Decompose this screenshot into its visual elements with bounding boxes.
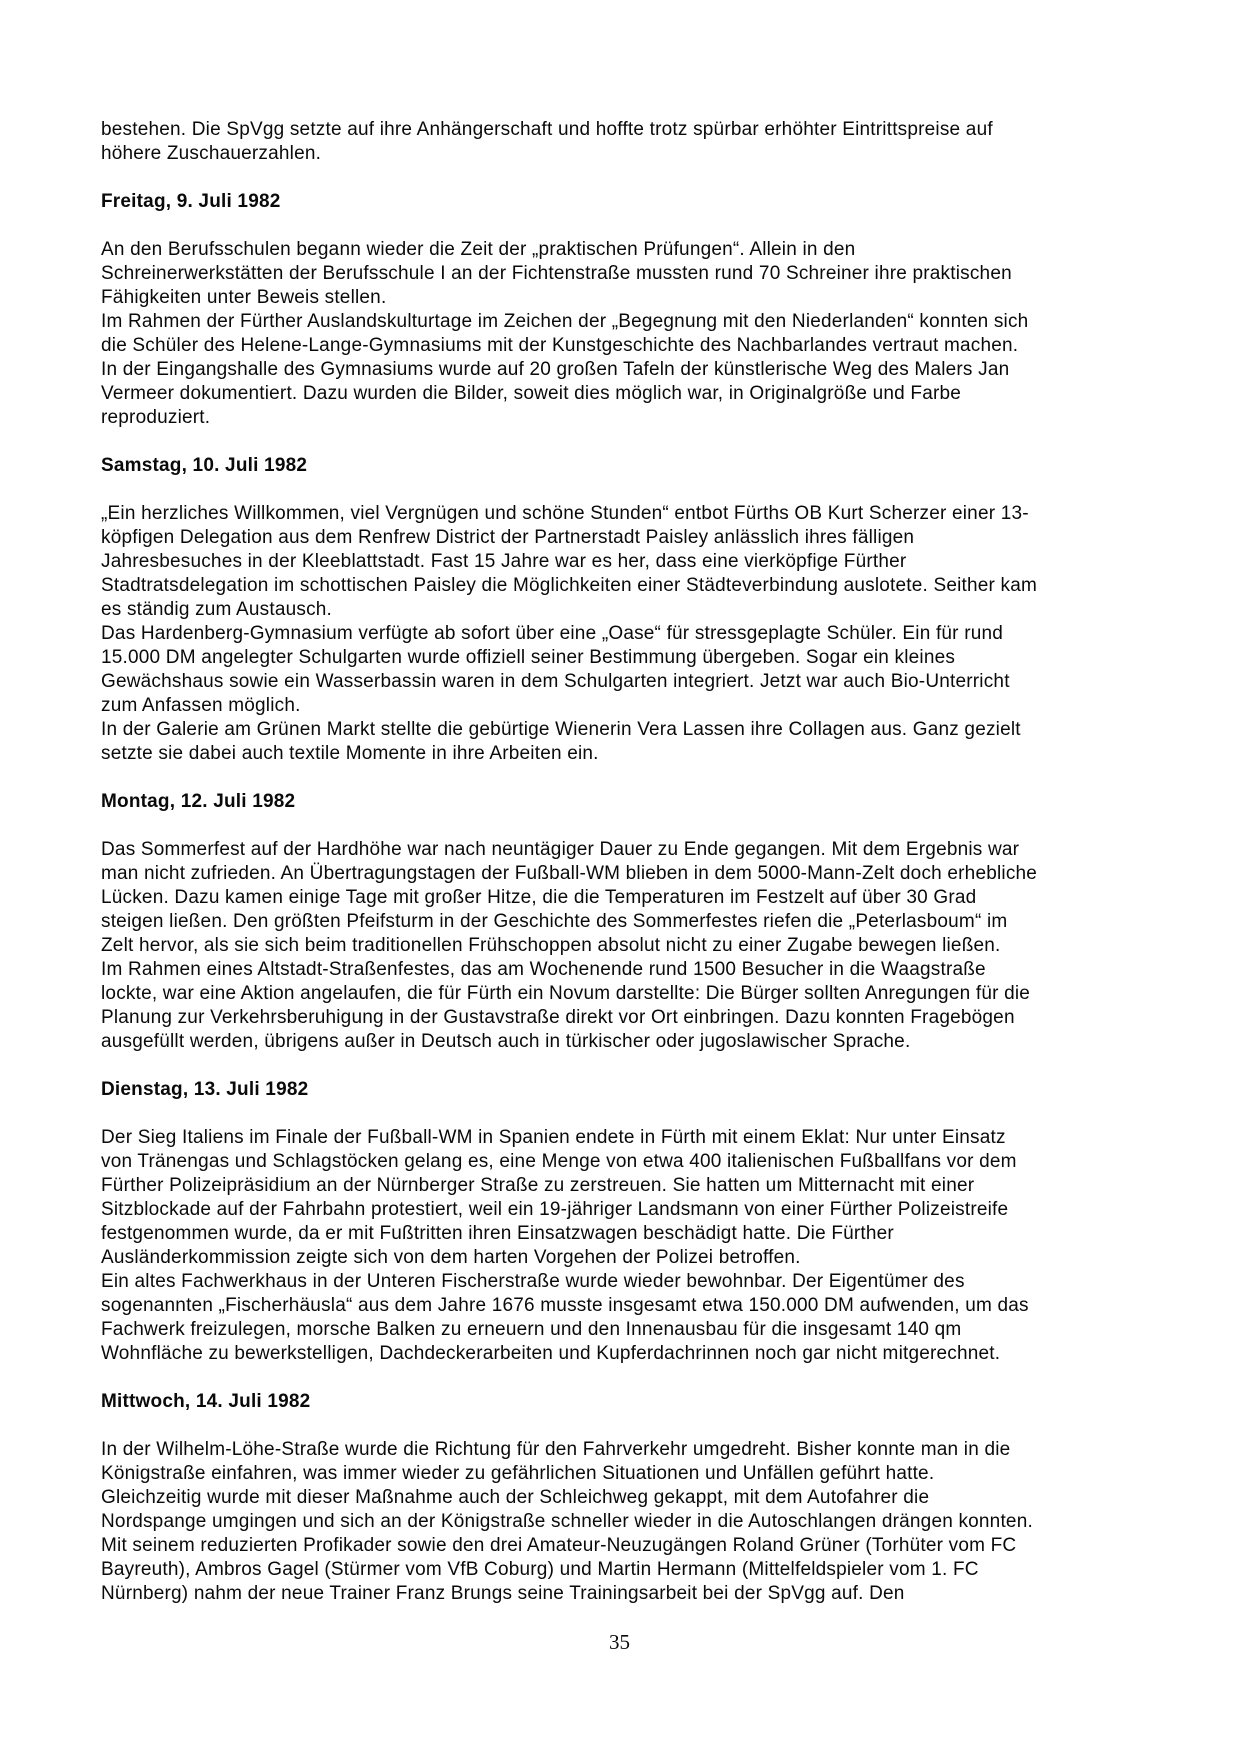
text-line: Nordspange umgingen und sich an der Königstraße schneller wieder in die Autoschlangen drängen konnten. [101,1511,1033,1532]
date-heading: Freitag, 9. Juli 1982 [101,191,281,212]
text-line: „Ein herzliches Willkommen, viel Vergnügen und schöne Stunden“ entbot Fürths OB Kurt Scherzer einer 13- [101,503,1029,524]
text-line: Ein altes Fachwerkhaus in der Unteren Fischerstraße wurde wieder bewohnbar. Der Eigentümer des [101,1271,965,1292]
text-line: Wohnfläche zu bewerkstelligen, Dachdeckerarbeiten und Kupferdachrinnen noch gar nicht mitgerechnet. [101,1343,1001,1364]
date-heading: Montag, 12. Juli 1982 [101,791,296,812]
text-line: reproduziert. [101,407,211,428]
text-line: Im Rahmen eines Altstadt-Straßenfestes, das am Wochenende rund 1500 Besucher in die Waagstraße [101,959,986,980]
text-line: Fachwerk freizulegen, morsche Balken zu erneuern und den Innenausbau für die insgesamt 140 qm [101,1319,962,1340]
text-line: Der Sieg Italiens im Finale der Fußball-WM in Spanien endete in Fürth mit einem Eklat: Nur unter Einsatz [101,1127,1006,1148]
date-heading: Dienstag, 13. Juli 1982 [101,1079,309,1100]
text-line: Nürnberg) nahm der neue Trainer Franz Brungs seine Trainingsarbeit bei der SpVgg auf. Den [101,1583,905,1604]
text-line: Fähigkeiten unter Beweis stellen. [101,287,387,308]
paragraph [101,1438,1159,1606]
text-line: Sitzblockade auf der Fahrbahn protestiert, weil ein 19-jähriger Landsmann von einer Fürther Polizeistreife [101,1199,1009,1220]
date-heading: Mittwoch, 14. Juli 1982 [101,1391,311,1412]
text-line: ausgefüllt werden, übrigens außer in Deutsch auch in türkischer oder jugoslawischer Sprache. [101,1031,911,1052]
text-line: Mit seinem reduzierten Profikader sowie den drei Amateur-Neuzugängen Roland Grüner (Torhüter vom FC [101,1535,1017,1556]
text-line: die Schüler des Helene-Lange-Gymnasiums mit der Kunstgeschichte des Nachbarlandes vertraut machen. [101,335,1019,356]
text-line: höhere Zuschauerzahlen. [101,143,322,164]
text-line: Das Hardenberg-Gymnasium verfügte ab sofort über eine „Oase“ für stressgeplagte Schüler. Ein für rund [101,623,1004,644]
text-line: Fürther Polizeipräsidium an der Nürnberger Straße zu zerstreuen. Sie hatten um Mitternacht mit einer [101,1175,975,1196]
text-line: Ausländerkommission zeigte sich von dem harten Vorgehen der Polizei betroffen. [101,1247,801,1268]
text-line: In der Galerie am Grünen Markt stellte die gebürtige Wienerin Vera Lassen ihre Collagen aus. Ganz gezielt [101,719,1021,740]
paragraph [101,118,1159,166]
text-line: Lücken. Dazu kamen einige Tage mit großer Hitze, die die Temperaturen im Festzelt auf über 30 Grad [101,887,977,908]
page-footer [80,1630,1159,1654]
text-line: festgenommen wurde, da er mit Fußtritten ihren Einsatzwagen beschädigt hatte. Die Fürther [101,1223,894,1244]
text-line: 15.000 DM angelegter Schulgarten wurde offiziell seiner Bestimmung übergeben. Sogar ein kleines [101,647,956,668]
paragraph [101,838,1159,1054]
text-line: Gewächshaus sowie ein Wasserbassin waren in dem Schulgarten integriert. Jetzt war auch Bio-Unterricht [101,671,1010,692]
document-body [101,118,1159,1606]
text-line: Vermeer dokumentiert. Dazu wurden die Bilder, soweit dies möglich war, in Originalgröße und Farbe [101,383,962,404]
text-line: An den Berufsschulen begann wieder die Zeit der „praktischen Prüfungen“. Allein in den [101,239,856,260]
paragraph [101,1126,1159,1366]
paragraph [101,238,1159,430]
text-line: sogenannten „Fischerhäusla“ aus dem Jahre 1676 musste insgesamt etwa 150.000 DM aufwenden, um das [101,1295,1029,1316]
text-line: Zelt hervor, als sie sich beim traditionellen Frühschoppen absolut nicht zu einer Zugabe bewegen ließen. [101,935,1001,956]
text-line: Stadtratsdelegation im schottischen Paisley die Möglichkeiten einer Städteverbindung auslotete. Seither kam [101,575,1038,596]
text-line: Gleichzeitig wurde mit dieser Maßnahme auch der Schleichweg gekappt, mit dem Autofahrer die [101,1487,930,1508]
text-line: Bayreuth), Ambros Gagel (Stürmer vom VfB Coburg) und Martin Hermann (Mittelfeldspieler vom 1. FC [101,1559,979,1580]
text-line: steigen ließen. Den größten Pfeifsturm in der Geschichte des Sommerfestes riefen die „Peterlasboum“ im [101,911,1008,932]
text-line: bestehen. Die SpVgg setzte auf ihre Anhängerschaft und hoffte trotz spürbar erhöhter Eintrittspreise auf [101,119,993,140]
text-line: lockte, war eine Aktion angelaufen, die für Fürth ein Novum darstellte: Die Bürger sollten Anregungen für die [101,983,1031,1004]
text-line: In der Wilhelm-Löhe-Straße wurde die Richtung für den Fahrverkehr umgedreht. Bisher konnte man in die [101,1439,1011,1460]
text-line: Jahresbesuches in der Kleeblattstadt. Fast 15 Jahre war es her, dass eine vierköpfige Fürther [101,551,907,572]
date-heading: Samstag, 10. Juli 1982 [101,455,308,476]
text-line: Das Sommerfest auf der Hardhöhe war nach neuntägiger Dauer zu Ende gegangen. Mit dem Ergebnis war [101,839,1020,860]
text-line: Im Rahmen der Fürther Auslandskulturtage im Zeichen der „Begegnung mit den Niederlanden“ konnten sich [101,311,1029,332]
text-line: Planung zur Verkehrsberuhigung in der Gustavstraße direkt vor Ort einbringen. Dazu konnten Fragebögen [101,1007,1015,1028]
text-line: Schreinerwerkstätten der Berufsschule I an der Fichtenstraße mussten rund 70 Schreiner ihre praktischen [101,263,1012,284]
paragraph [101,502,1159,766]
text-line: setzte sie dabei auch textile Momente in ihre Arbeiten ein. [101,743,599,764]
text-line: man nicht zufrieden. An Übertragungstagen der Fußball-WM blieben in dem 5000-Mann-Zelt doch erhebliche [101,863,1038,884]
text-line: von Tränengas und Schlagstöcken gelang es, eine Menge von etwa 400 italienischen Fußballfans vor dem [101,1151,1017,1172]
text-line: zum Anfassen möglich. [101,695,301,716]
page-number: 35 [609,1630,630,1654]
text-line: In der Eingangshalle des Gymnasiums wurde auf 20 großen Tafeln der künstlerische Weg des Malers Jan [101,359,1010,380]
text-line: Königstraße einfahren, was immer wieder zu gefährlichen Situationen und Unfällen geführt hatte. [101,1463,935,1484]
text-line: köpfigen Delegation aus dem Renfrew District der Partnerstadt Paisley anlässlich ihres fälligen [101,527,915,548]
text-line: es ständig zum Austausch. [101,599,333,620]
